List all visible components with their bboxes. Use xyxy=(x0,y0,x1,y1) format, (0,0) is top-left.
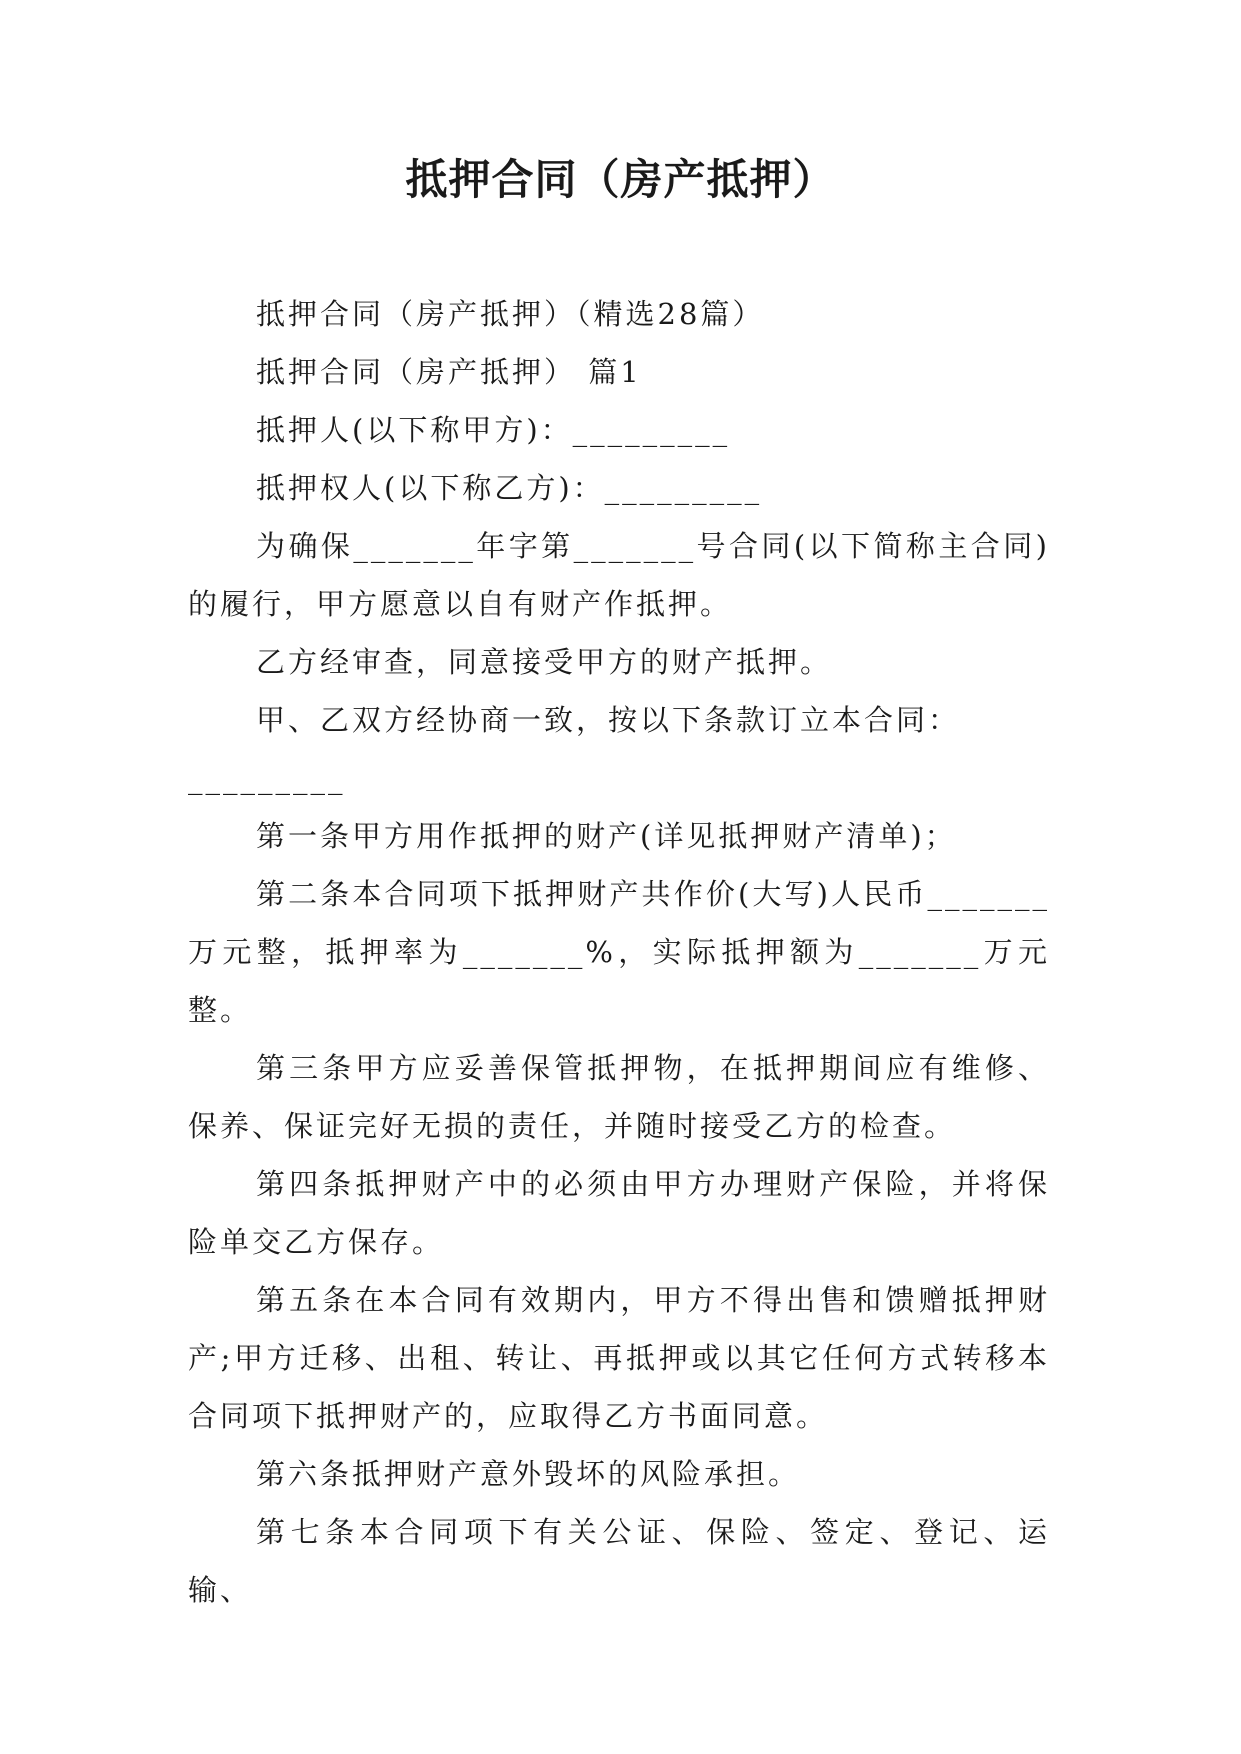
paragraph-blank-line: _________ xyxy=(188,761,346,795)
paragraph-article-7: 第七条本合同项下有关公证、保险、签定、登记、运输、 xyxy=(188,1515,1050,1607)
paragraph-section-heading: 抵押合同（房产抵押） 篇1 xyxy=(256,355,642,389)
paragraph-purpose: 为确保_______年字第_______号合同(以下简称主合同)的履行，甲方愿意以自有财产作抵押。 xyxy=(188,529,1050,621)
paragraph-article-6: 第六条抵押财产意外毁坏的风险承担。 xyxy=(256,1457,801,1491)
paragraph-subtitle: 抵押合同（房产抵押）（精选28篇） xyxy=(256,297,765,331)
paragraph-review: 乙方经审查，同意接受甲方的财产抵押。 xyxy=(256,645,833,679)
paragraph-article-4: 第四条抵押财产中的必须由甲方办理财产保险，并将保险单交乙方保存。 xyxy=(188,1167,1050,1259)
paragraph-mortgagor: 抵押人(以下称甲方)：_________ xyxy=(256,413,731,447)
paragraph-article-5: 第五条在本合同有效期内，甲方不得出售和馈赠抵押财产;甲方迁移、出租、转让、再抵押或以其它任何方式转移本合同项下抵押财产的，应取得乙方书面同意。 xyxy=(188,1283,1050,1433)
paragraph-agreement: 甲、乙双方经协商一致，按以下条款订立本合同： xyxy=(256,703,961,737)
paragraph-article-3: 第三条甲方应妥善保管抵押物，在抵押期间应有维修、保养、保证完好无损的责任，并随时接受乙方的检查。 xyxy=(188,1051,1050,1143)
paragraph-article-1: 第一条甲方用作抵押的财产(详见抵押财产清单)； xyxy=(256,819,957,853)
paragraph-article-2: 第二条本合同项下抵押财产共作价(大写)人民币_______万元整，抵押率为_______%，实际抵押额为_______万元整。 xyxy=(188,877,1050,1027)
paragraph-mortgagee: 抵押权人(以下称乙方)：_________ xyxy=(256,471,763,505)
document-body xyxy=(188,285,1050,1619)
document-title: 抵押合同（房产抵押） xyxy=(405,155,836,204)
